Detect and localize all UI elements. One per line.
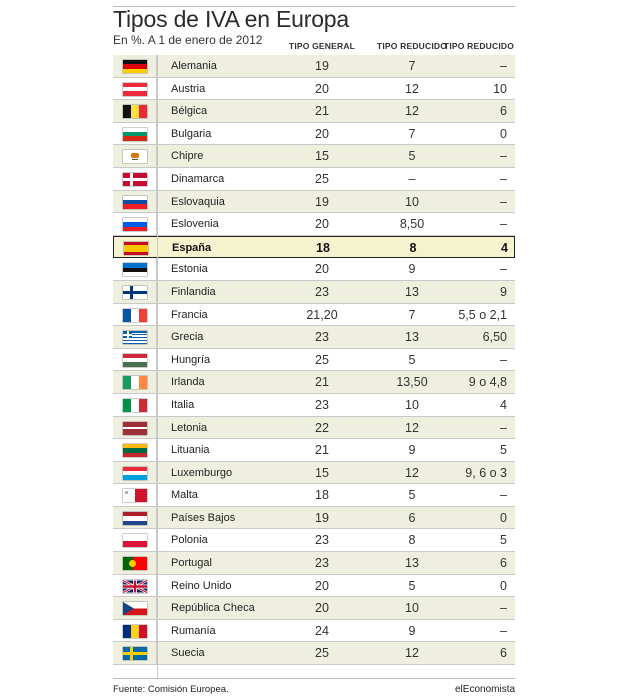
general-rate: 20 bbox=[315, 578, 329, 593]
sweden-flag bbox=[123, 647, 147, 660]
general-rate: 23 bbox=[315, 533, 329, 548]
flag-cell bbox=[113, 326, 157, 348]
table-row bbox=[113, 145, 515, 168]
slovakia-flag bbox=[123, 196, 147, 209]
flag-cell bbox=[113, 439, 157, 461]
germany-flag bbox=[123, 60, 147, 73]
country-name: Irlanda bbox=[171, 376, 205, 389]
hungary-flag bbox=[123, 354, 147, 367]
country-name: Rumanía bbox=[171, 624, 216, 637]
general-rate: 23 bbox=[315, 330, 329, 345]
general-rate: 20 bbox=[315, 262, 329, 277]
flag-cell bbox=[113, 484, 157, 506]
reduced-rate-2: – bbox=[500, 149, 507, 164]
flag-cell bbox=[113, 371, 157, 393]
page-subtitle: En %. A 1 de enero de 2012 bbox=[113, 33, 263, 47]
reduced-rate-2: 5,5 o 2,1 bbox=[458, 307, 507, 322]
slovenia-flag bbox=[123, 218, 147, 231]
reduced-rate: 10 bbox=[405, 397, 419, 412]
reduced-rate: 7 bbox=[408, 126, 416, 141]
general-rate: 19 bbox=[315, 510, 329, 525]
table-row bbox=[113, 484, 515, 507]
reduced-rate: 13 bbox=[405, 556, 419, 571]
italy-flag bbox=[123, 399, 147, 412]
flag-cell bbox=[114, 237, 158, 258]
country-name: España bbox=[172, 241, 212, 254]
spain-flag bbox=[124, 242, 148, 255]
reduced-rate: 8 bbox=[409, 240, 417, 255]
country-name: Eslovaquia bbox=[171, 195, 225, 208]
flag-cell bbox=[113, 100, 157, 122]
reduced-rate-2: 6 bbox=[500, 104, 507, 119]
flag-cell bbox=[113, 281, 157, 303]
flag-cell bbox=[113, 620, 157, 642]
table-row bbox=[113, 439, 515, 462]
table-row bbox=[113, 123, 515, 146]
reduced-rate-2: – bbox=[500, 420, 507, 435]
reduced-rate: 5 bbox=[408, 352, 416, 367]
table-row bbox=[113, 394, 515, 417]
table-row bbox=[113, 620, 515, 643]
reduced-rate-2: – bbox=[500, 262, 507, 277]
country-name: Dinamarca bbox=[171, 172, 225, 185]
country-name: Luxemburgo bbox=[171, 466, 233, 479]
reduced-rate: 6 bbox=[408, 510, 416, 525]
general-rate: 15 bbox=[315, 149, 329, 164]
reduced-rate: 7 bbox=[408, 307, 416, 322]
country-name: Lituania bbox=[171, 444, 210, 457]
reduced-rate-2: 6,50 bbox=[482, 330, 507, 345]
country-name: Países Bajos bbox=[171, 511, 236, 524]
country-name: Reino Unido bbox=[171, 579, 232, 592]
table-row bbox=[113, 258, 515, 281]
table-row bbox=[113, 597, 515, 620]
country-name: Chipre bbox=[171, 150, 204, 163]
general-rate: 21 bbox=[315, 443, 329, 458]
general-rate: 21,20 bbox=[306, 307, 338, 322]
general-rate: 25 bbox=[315, 171, 329, 186]
country-name: Austria bbox=[171, 82, 206, 95]
latvia-flag bbox=[123, 422, 147, 435]
reduced-rate-2: 9 o 4,8 bbox=[468, 375, 507, 390]
general-rate: 24 bbox=[315, 623, 329, 638]
flag-cell bbox=[113, 123, 157, 145]
page-title: Tipos de IVA en Europa bbox=[113, 6, 349, 32]
reduced-rate: 13 bbox=[405, 330, 419, 345]
austria-flag bbox=[123, 83, 147, 96]
table-row bbox=[113, 304, 515, 327]
reduced-rate-2: 6 bbox=[500, 646, 507, 661]
country-name: Alemania bbox=[171, 60, 217, 72]
country-name: Francia bbox=[171, 308, 208, 321]
reduced-rate-2: – bbox=[500, 59, 507, 73]
reduced-rate: 13 bbox=[405, 284, 419, 299]
reduced-rate-2: – bbox=[500, 171, 507, 186]
ireland-flag bbox=[123, 376, 147, 389]
belgium-flag bbox=[123, 105, 147, 118]
general-rate: 21 bbox=[315, 375, 329, 390]
general-rate: 18 bbox=[316, 240, 330, 255]
denmark-flag bbox=[123, 173, 147, 186]
bottom-rule bbox=[113, 678, 515, 679]
general-rate: 23 bbox=[315, 397, 329, 412]
table-row bbox=[113, 552, 515, 575]
table-row bbox=[113, 281, 515, 304]
flag-cell bbox=[113, 642, 157, 664]
reduced-rate-2: 9, 6 o 3 bbox=[465, 465, 507, 480]
general-rate: 23 bbox=[315, 284, 329, 299]
flag-cell bbox=[113, 145, 157, 167]
flag-cell bbox=[113, 304, 157, 326]
reduced-rate: 10 bbox=[405, 194, 419, 209]
flag-cell bbox=[113, 507, 157, 529]
romania-flag bbox=[123, 625, 147, 638]
country-name: Malta bbox=[171, 489, 198, 502]
reduced-rate: 9 bbox=[408, 623, 416, 638]
general-rate: 20 bbox=[315, 217, 329, 232]
reduced-rate-2: 4 bbox=[501, 240, 508, 255]
country-name: Letonia bbox=[171, 421, 208, 434]
general-rate: 20 bbox=[315, 126, 329, 141]
reduced-rate-2: – bbox=[500, 488, 507, 503]
country-name: Grecia bbox=[171, 331, 204, 344]
flag-cell bbox=[113, 258, 157, 280]
general-rate: 25 bbox=[315, 646, 329, 661]
country-name: Bélgica bbox=[171, 105, 208, 118]
flag-cell bbox=[113, 552, 157, 574]
reduced-rate: 12 bbox=[405, 646, 419, 661]
bulgaria-flag bbox=[123, 128, 147, 141]
reduced-rate-2: – bbox=[500, 352, 507, 367]
table-row bbox=[113, 529, 515, 552]
table-row bbox=[113, 236, 515, 259]
reduced-rate-2: 0 bbox=[500, 510, 507, 525]
flag-cell bbox=[113, 78, 157, 100]
reduced-rate-2: 9 bbox=[500, 284, 507, 299]
flag-column-divider bbox=[157, 55, 158, 678]
publisher-brand: elEconomista bbox=[455, 684, 516, 695]
reduced-rate-2: 5 bbox=[500, 443, 507, 458]
czech-flag bbox=[123, 602, 147, 615]
table-row bbox=[113, 78, 515, 101]
reduced-rate: 5 bbox=[408, 578, 416, 593]
greece-flag bbox=[123, 331, 147, 344]
reduced-rate: 12 bbox=[405, 81, 419, 96]
table-row bbox=[113, 417, 515, 440]
reduced-rate-2: – bbox=[500, 217, 507, 232]
general-rate: 25 bbox=[315, 352, 329, 367]
general-rate: 15 bbox=[315, 465, 329, 480]
portugal-flag bbox=[123, 557, 147, 570]
reduced-rate-2: 0 bbox=[500, 126, 507, 141]
reduced-rate: 8 bbox=[408, 533, 416, 548]
reduced-rate-2: 6 bbox=[500, 556, 507, 571]
flag-cell bbox=[113, 213, 157, 235]
france-flag bbox=[123, 309, 147, 322]
flag-cell bbox=[113, 168, 157, 190]
table-row bbox=[113, 55, 515, 78]
estonia-flag bbox=[123, 263, 147, 276]
source-note: Fuente: Comisión Europea. bbox=[113, 684, 229, 695]
country-name: Portugal bbox=[171, 557, 212, 570]
flag-cell bbox=[113, 529, 157, 551]
reduced-rate-2: – bbox=[500, 601, 507, 616]
general-rate: 19 bbox=[315, 194, 329, 209]
reduced-rate: 12 bbox=[405, 465, 419, 480]
country-name: Finlandia bbox=[171, 285, 216, 298]
country-name: Suecia bbox=[171, 647, 205, 660]
column-header-reduced: TIPO REDUCIDO bbox=[376, 41, 448, 51]
reduced-rate: 12 bbox=[405, 104, 419, 119]
flag-cell bbox=[113, 191, 157, 213]
flag-cell bbox=[113, 394, 157, 416]
general-rate: 22 bbox=[315, 420, 329, 435]
vat-table bbox=[113, 55, 515, 665]
reduced-rate: 9 bbox=[408, 443, 416, 458]
general-rate: 18 bbox=[315, 488, 329, 503]
lithuania-flag bbox=[123, 444, 147, 457]
table-row bbox=[113, 642, 515, 665]
reduced-rate-2: 0 bbox=[500, 578, 507, 593]
flag-cell bbox=[113, 417, 157, 439]
country-name: Estonia bbox=[171, 263, 208, 276]
table-row bbox=[113, 213, 515, 236]
reduced-rate: 9 bbox=[408, 262, 416, 277]
flag-cell bbox=[113, 55, 157, 77]
netherlands-flag bbox=[123, 512, 147, 525]
flag-cell bbox=[113, 575, 157, 597]
reduced-rate-2: – bbox=[500, 623, 507, 638]
general-rate: 21 bbox=[315, 104, 329, 119]
general-rate: 23 bbox=[315, 556, 329, 571]
general-rate: 19 bbox=[315, 59, 329, 73]
country-name: Italia bbox=[171, 398, 195, 411]
poland-flag bbox=[123, 534, 147, 547]
reduced-rate: 13,50 bbox=[396, 375, 428, 390]
table-row bbox=[113, 507, 515, 530]
country-name: Polonia bbox=[171, 534, 208, 547]
table-row bbox=[113, 371, 515, 394]
table-row bbox=[113, 462, 515, 485]
reduced-rate: 8,50 bbox=[399, 217, 425, 232]
reduced-rate-2: – bbox=[500, 194, 507, 209]
reduced-rate: 5 bbox=[408, 149, 416, 164]
country-name: Bulgaria bbox=[171, 127, 212, 140]
reduced-rate: 5 bbox=[408, 488, 416, 503]
country-name: Eslovenia bbox=[171, 218, 219, 231]
column-header-reduced-2: TIPO REDUCIDO bbox=[443, 41, 515, 51]
reduced-rate: 10 bbox=[405, 601, 419, 616]
table-row bbox=[113, 575, 515, 598]
luxembourg-flag bbox=[123, 467, 147, 480]
column-header-general: TIPO GENERAL bbox=[288, 41, 356, 51]
reduced-rate: 12 bbox=[405, 420, 419, 435]
flag-cell bbox=[113, 462, 157, 484]
finland-flag bbox=[123, 286, 147, 299]
reduced-rate: – bbox=[408, 171, 416, 186]
uk-flag bbox=[123, 580, 147, 593]
reduced-rate-2: 10 bbox=[493, 81, 507, 96]
flag-cell bbox=[113, 349, 157, 371]
table-row bbox=[113, 100, 515, 123]
table-row bbox=[113, 168, 515, 191]
general-rate: 20 bbox=[315, 81, 329, 96]
table-row bbox=[113, 326, 515, 349]
flag-cell bbox=[113, 597, 157, 619]
reduced-rate-2: 4 bbox=[500, 397, 507, 412]
table-row bbox=[113, 349, 515, 372]
country-name: República Checa bbox=[171, 602, 255, 615]
table-row bbox=[113, 191, 515, 214]
reduced-rate: 7 bbox=[408, 59, 416, 73]
general-rate: 20 bbox=[315, 601, 329, 616]
malta-flag bbox=[123, 489, 147, 502]
reduced-rate-2: 5 bbox=[500, 533, 507, 548]
country-name: Hungría bbox=[171, 353, 211, 366]
cyprus-flag bbox=[123, 150, 147, 163]
